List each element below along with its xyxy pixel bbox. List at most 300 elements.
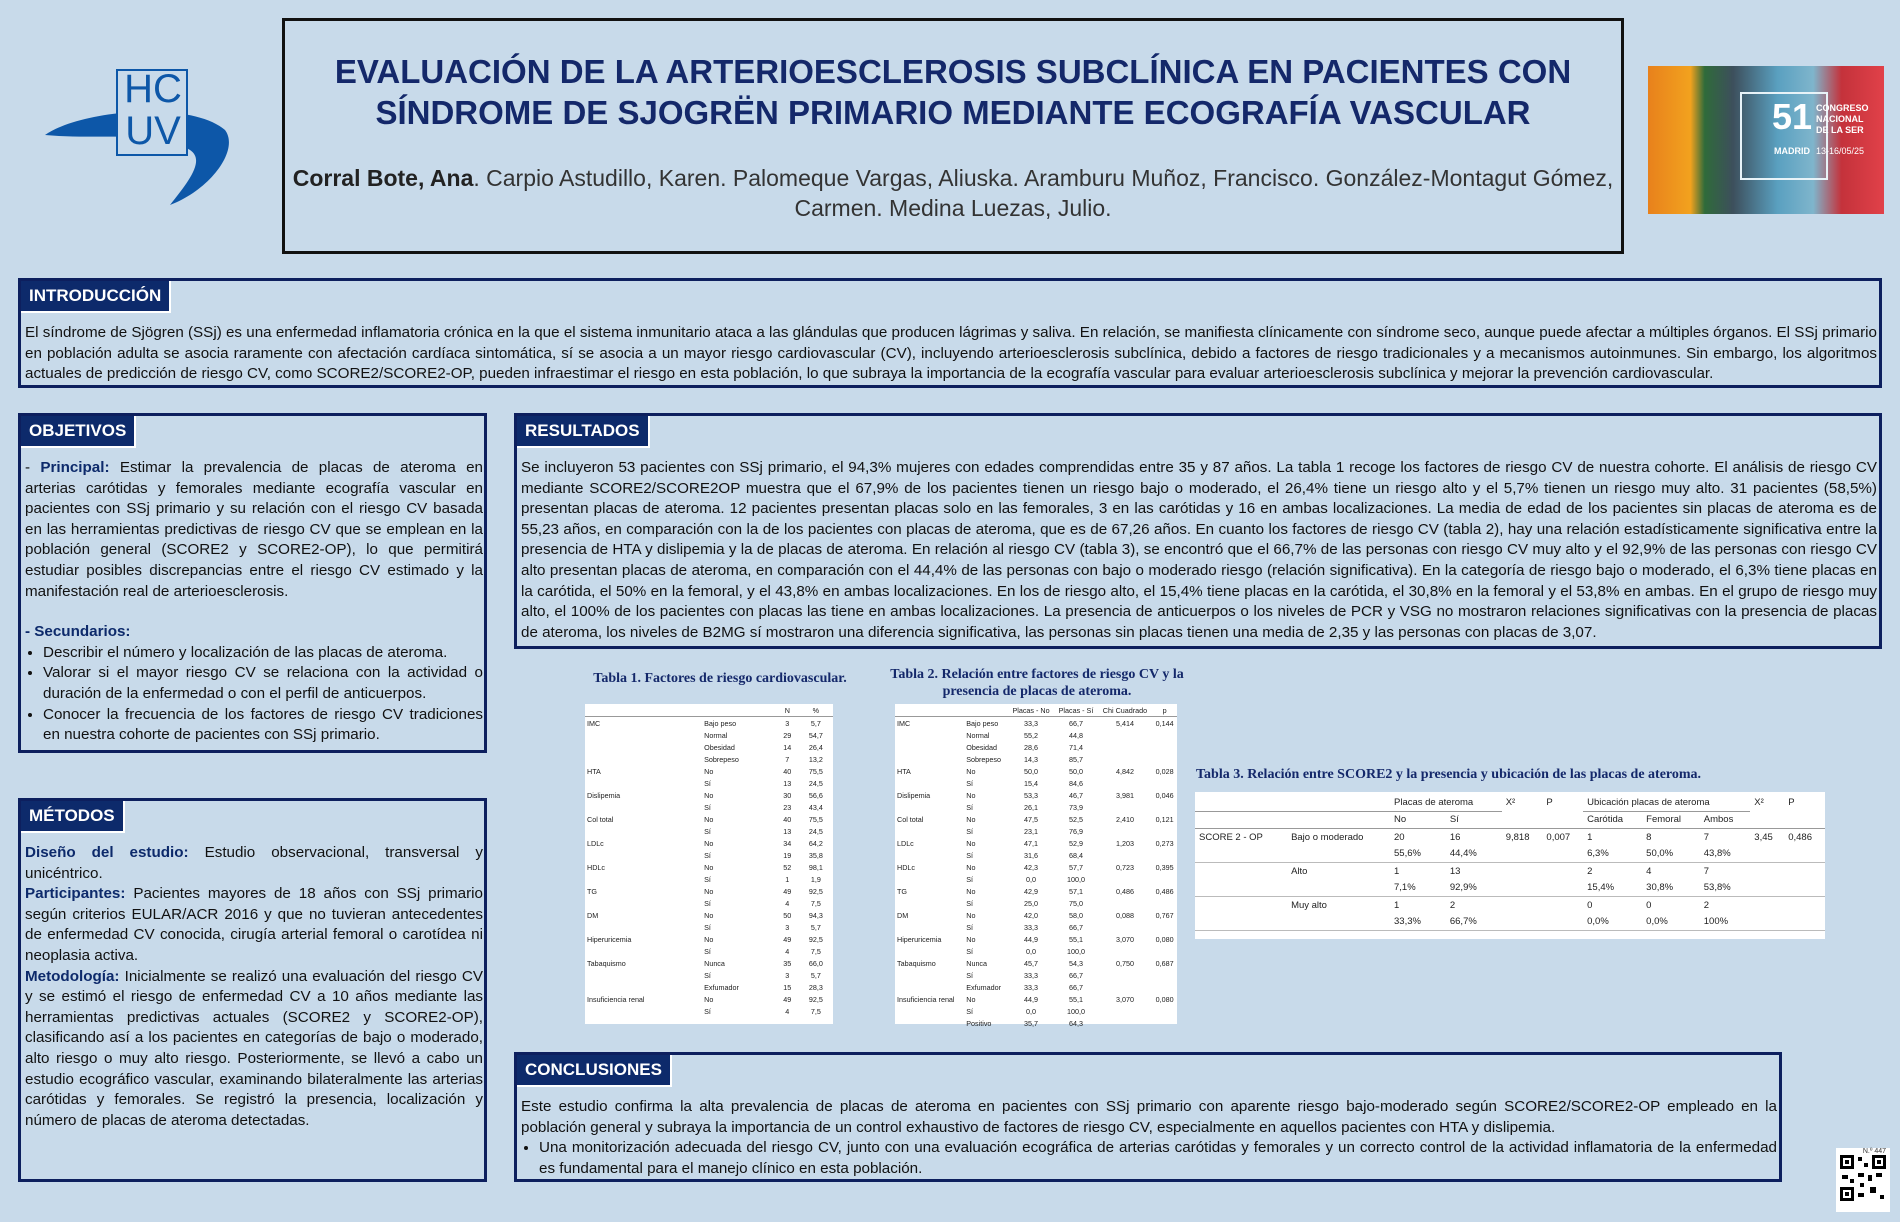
table-row <box>585 921 833 933</box>
table-header-cell: X² <box>1754 797 1764 808</box>
table-cell: 0,0 <box>1026 1006 1037 1016</box>
table-cell <box>585 849 702 861</box>
table-cell: Dislipemia <box>897 790 931 800</box>
table-cell <box>1502 846 1543 863</box>
table-cell <box>585 969 702 981</box>
diseno-text: Estudio observacional, transversal y unicéntrico. <box>25 844 483 882</box>
table-row <box>895 801 1177 813</box>
table-cell: Normal <box>704 730 728 740</box>
list-item: • Valorar si el mayor riesgo CV se relaciona con la actividad o duración de la enfermedad o con el perfil de anticuerpos. <box>43 663 483 704</box>
qr-box <box>1836 1148 1890 1212</box>
table-cell <box>1152 945 1177 957</box>
table-row <box>585 825 833 837</box>
table-cell: Sí <box>704 874 711 884</box>
table-cell <box>1098 981 1152 993</box>
table-cell: Sí <box>966 946 974 956</box>
table-row <box>585 765 833 777</box>
table-row <box>1195 829 1825 846</box>
table-cell: LDLc <box>587 838 604 848</box>
resultados-text: Se incluyeron 53 pacientes con SSj primario, el 94,3% mujeres con edades comprendidas entre 35 y 87 años. La tabla 1 recoge los factores de riesgo CV de nuestra cohorte. El análisis de riesgo CV mediante SCORE2/SCORE2OP muestra que el 67,9% de los pacientes tienen un riesgo bajo o moderado, el 26,4% tiene un riesgo alto y el 5,7% tienen un riesgo muy alto. 31 pacientes (58,5%) presentan placas de ateroma. 12 pacientes presentan placas solo en las femorales, 3 en las carótidas y 16 en ambas localizaciones. La media de edad de los pacientes sin placas de ateroma es de 55,23 años, en comparación con la de los pacientes con placas de ateroma, que es de 67,26 años. En cuanto los factores de riesgo CV (tabla 2), hay una relación estadísticamente significativa entre la presencia de HTA y dislipemia y la de placas de ateroma. En relación al riesgo CV (tabla 3), se encontró que el 66,7% de las personas con riesgo CV muy alto y el 92,9% de las personas con riesgo CV alto presentan placas de ateroma, en comparación con el 44,4% de las personas con bajo o moderado riesgo (relación significativa). En la categoría de riesgo bajo o moderado, el 6,3% tiene placas en la carótida, el 50% en la femoral, y el 43,8% en ambas localizaciones. En los de riesgo alto, el 15,4% tiene placas en la carótida, el 30,8% en la femoral y el 53,8% en ambas. En el grupo de riesgo muy alto, el 100% de los pacientes con placas las tiene en ambas localizaciones. La presencia de anticuerpos o los niveles de PCR y VSG no mostraron relaciones significativas con la presencia de placas de ateroma, los niveles de B2MG sí mostraron una diferencia significativa, las personas sin placas tienen una media de 2,35 y las personas con placas de 3,07. <box>521 459 1877 641</box>
table-cell <box>1542 897 1583 914</box>
table-cell: 0,750 <box>1115 958 1134 968</box>
table-cell <box>585 777 702 789</box>
table-cell: 40 <box>783 814 792 824</box>
table-cell: 0,144 <box>1155 718 1174 728</box>
table-cell: 13,2 <box>808 754 823 764</box>
table-row <box>585 717 833 730</box>
table-cell: 64,2 <box>808 838 823 848</box>
table-cell: Bajo peso <box>704 718 737 728</box>
table-cell <box>1502 914 1543 931</box>
metodos-heading: MÉTODOS <box>21 801 125 833</box>
table-header-cell: P <box>1788 797 1795 808</box>
table-cell: 75,0 <box>1068 898 1083 908</box>
table-cell: 3,070 <box>1115 994 1134 1004</box>
table-cell: No <box>704 790 714 800</box>
table-cell: 100% <box>1700 914 1751 931</box>
congress-line3: DE LA SER <box>1816 125 1864 135</box>
table-row <box>895 717 1177 730</box>
table-cell: 3,981 <box>1115 790 1134 800</box>
table-row <box>895 969 1177 981</box>
table-row <box>585 945 833 957</box>
table-cell <box>1152 849 1177 861</box>
table-header-cell <box>1287 811 1390 829</box>
congress-banner <box>1648 66 1884 214</box>
principal-text: Estimar la prevalencia de placas de ateroma en arterias carótidas y femorales mediante ecografía vascular en pacientes con SSj primario y su relación con el riesgo CV basada en las herramientas predictivas de riesgo CV que se emplean en la población general (SCORE2 y SCORE2-OP), lo que permitirá estudiar posibles discrepancias entre el riesgo CV estimado y la manifestación real de arterioesclerosis. <box>25 459 483 600</box>
table-row <box>585 1005 833 1017</box>
table-cell <box>585 981 702 993</box>
table-cell: 100,0 <box>1066 1006 1085 1016</box>
table-cell <box>895 729 964 741</box>
participantes-label: Participantes: <box>25 885 126 903</box>
table-cell <box>1152 777 1177 789</box>
table-cell <box>1098 741 1152 753</box>
table-cell: Sí <box>704 1006 711 1016</box>
table-cell: 28,3 <box>808 982 823 992</box>
table-cell: 30,8% <box>1642 880 1700 897</box>
table-cell: IMC <box>587 718 601 728</box>
table-cell: LDLc <box>897 838 914 848</box>
logo-text-top: HC <box>124 67 182 111</box>
table-cell: 14,3 <box>1024 754 1039 764</box>
table-cell: No <box>966 886 976 896</box>
table-cell: 45,7 <box>1024 958 1039 968</box>
table-cell: Sí <box>704 898 711 908</box>
table-row <box>585 801 833 813</box>
table-row <box>585 789 833 801</box>
table-cell: SCORE 2 - OP <box>1199 831 1263 843</box>
table-header-cell: p <box>1152 704 1177 717</box>
table-cell <box>585 1005 702 1017</box>
table-cell: 4 <box>1646 865 1652 877</box>
table-cell: 6,3% <box>1583 846 1642 863</box>
table-cell: 5,414 <box>1115 718 1134 728</box>
table-cell: Sí <box>704 802 711 812</box>
table-cell: Hiperuricemia <box>897 934 942 944</box>
logo-text-bottom: UV <box>125 109 181 153</box>
table-cell <box>1542 846 1583 863</box>
table-cell: 5,7 <box>810 970 821 980</box>
table-cell <box>1152 729 1177 741</box>
table-header-cell: P <box>1546 797 1553 808</box>
table-cell: 1,9 <box>810 874 821 884</box>
table-cell <box>585 873 702 885</box>
table-cell <box>1152 873 1177 885</box>
table-cell: 92,9% <box>1446 880 1502 897</box>
table-cell: 0,046 <box>1155 790 1174 800</box>
table-cell: 0,767 <box>1155 910 1174 920</box>
table-cell <box>1542 880 1583 897</box>
table-cell: 47,5 <box>1024 814 1039 824</box>
table-row <box>585 981 833 993</box>
table-cell: 66,7 <box>1068 718 1083 728</box>
table-row <box>895 945 1177 957</box>
table-cell: 33,3 <box>1024 970 1039 980</box>
table-cell: 33,3 <box>1024 982 1039 992</box>
table-cell: Sí <box>966 874 974 884</box>
table-cell: 13 <box>783 826 792 836</box>
table-cell <box>1098 897 1152 909</box>
table-cell: 7 <box>785 754 790 764</box>
table-cell: 66,7% <box>1446 914 1502 931</box>
table-row <box>585 909 833 921</box>
table-cell: 64,3 <box>1068 1018 1083 1028</box>
table-cell: 0,486 <box>1788 831 1812 843</box>
list-item: • Conocer la frecuencia de los factores de riesgo CV tradiciones en nuestra cohorte de pacientes con SSj primario. <box>43 705 483 746</box>
table-cell: 7 <box>1703 865 1710 877</box>
table-cell: 4 <box>785 1006 790 1016</box>
authors-rest: . Carpio Astudillo, Karen. Palomeque Vargas, Aliuska. Aramburu Muñoz, Francisco. González-Montagut Gómez, Carmen. Medina Luezas, Julio. <box>473 165 1614 221</box>
table-cell: Col total <box>587 814 614 824</box>
table-cell: Sí <box>704 946 711 956</box>
table-row <box>895 837 1177 849</box>
table-cell: 23,1 <box>1024 826 1039 836</box>
table-cell <box>1152 741 1177 753</box>
principal-label: Principal: <box>40 459 110 476</box>
table-cell <box>1750 863 1784 880</box>
table-cell: 2 <box>1587 865 1593 877</box>
table-cell: No <box>704 934 714 944</box>
table-cell <box>1098 873 1152 885</box>
table-cell: 73,9 <box>1068 802 1083 812</box>
table-cell: 4,842 <box>1115 766 1134 776</box>
table-cell <box>585 801 702 813</box>
table-cell <box>1152 921 1177 933</box>
table-cell: 75,5 <box>808 814 823 824</box>
title-box <box>282 18 1624 254</box>
table-header-cell <box>964 704 1008 717</box>
tabla3 <box>1195 792 1825 939</box>
table-cell <box>1750 897 1784 914</box>
table-cell: Col total <box>897 814 924 824</box>
table-cell: 52,9 <box>1068 838 1083 848</box>
table-header-cell: Placas de ateroma <box>1390 794 1502 811</box>
table-cell: Sí <box>966 826 974 836</box>
table-row <box>585 969 833 981</box>
metodos-section <box>18 798 487 1182</box>
table-cell: 0 <box>1587 899 1593 911</box>
table-cell: 50,0 <box>1068 766 1083 776</box>
table-cell: 7,5 <box>810 1006 821 1016</box>
table-row <box>585 957 833 969</box>
table-cell: 33,3 <box>1024 922 1039 932</box>
table-header-cell <box>895 704 964 717</box>
table-cell: 31,6 <box>1024 850 1039 860</box>
table-cell: 19 <box>783 850 792 860</box>
table-row <box>585 777 833 789</box>
table-cell: 50,0% <box>1642 846 1700 863</box>
table-cell <box>1784 914 1825 931</box>
table-cell: 49 <box>783 934 792 944</box>
table-cell <box>1542 914 1583 931</box>
table-cell: 98,1 <box>808 862 823 872</box>
conclusiones-heading: CONCLUSIONES <box>517 1055 672 1087</box>
table-cell: 54,7 <box>808 730 823 740</box>
diseno-label: Diseño del estudio: <box>25 844 189 861</box>
table-cell: Nunca <box>966 958 988 968</box>
table-cell: 3 <box>785 970 790 980</box>
table-cell: 57,1 <box>1068 886 1083 896</box>
table-cell: Sí <box>966 970 974 980</box>
tabla3-title: Tabla 3. Relación entre SCORE2 y la presencia y ubicación de las placas de ateroma. <box>1196 767 1702 782</box>
table-header-cell: Placas - Sí <box>1054 704 1098 717</box>
table-cell: 0,0 <box>1026 946 1037 956</box>
table-cell: Sí <box>704 922 711 932</box>
table-header-cell: Sí <box>1446 811 1502 829</box>
table-cell: 2 <box>1449 899 1456 911</box>
table-cell: 42,3 <box>1024 862 1039 872</box>
table-cell: 55,1 <box>1068 934 1083 944</box>
table-cell <box>1152 825 1177 837</box>
table-cell <box>1784 897 1825 914</box>
table-cell <box>1098 1005 1152 1017</box>
table-header-cell: Chi Cuadrado <box>1098 704 1152 717</box>
table-cell: 55,1 <box>1068 994 1083 1004</box>
table-cell <box>1098 825 1152 837</box>
table-cell: 33,3% <box>1390 914 1446 931</box>
table-row <box>1195 914 1825 931</box>
table-cell: 0,0% <box>1583 914 1642 931</box>
table-cell: Sí <box>704 778 711 788</box>
table-cell <box>1152 1017 1177 1029</box>
table-cell: 0,486 <box>1155 886 1174 896</box>
table-cell: Sí <box>966 850 974 860</box>
table-cell: 9,818 <box>1505 831 1530 843</box>
table-cell: 47,1 <box>1024 838 1039 848</box>
table-cell: 0,395 <box>1155 862 1174 872</box>
table-cell: 2,410 <box>1115 814 1134 824</box>
table-header-cell <box>1195 811 1287 829</box>
table-cell <box>1287 846 1390 863</box>
table-cell: 0,273 <box>1155 838 1174 848</box>
table-cell <box>895 969 964 981</box>
intro-text: El síndrome de Sjögren (SSj) es una enfermedad inflamatoria crónica en la que el sistema inmunitario ataca a las glándulas que producen lágrimas y saliva. En relación, se manifiesta clínicamente con síndrome seco, aunque puede afectar a múltiples órganos. El SSj primario en población adulta se asocia raramente con afectación cardíaca sintomática, sí se asocia a un mayor riesgo cardiovascular (CV), incluyendo arterioesclerosis subclínica, debido a factores de riesgo tradicionales y a mecanismos autoinmunes. Sin embargo, los algoritmos actuales de predicción de riesgo CV, como SCORE2/SCORE2-OP, pueden infraestimar el riesgo en esta población, lo que subraya la importancia de la ecografía vascular para evaluar arterioesclerosis subclínica y mejorar la prevención cardiovascular. <box>25 324 1877 383</box>
poster-title: EVALUACIÓN DE LA ARTERIOESCLEROSIS SUBCLÍNICA EN PACIENTES CON SÍNDROME DE SJOGRËN PRIMARIO MEDIANTE ECOGRAFÍA VASCULAR <box>334 53 1572 131</box>
table-cell: 0 <box>1646 899 1652 911</box>
table-cell: No <box>966 994 976 1004</box>
conclusiones-text: Este estudio confirma la alta prevalencia de placas de ateroma en pacientes con SSj primario con aparente riesgo bajo-moderado según SCORE2/SCORE2-OP empleado en la población general y subraya la importancia de un control exhaustivo de factores de riesgo CV, especialmente en aquellos pacientes con HTA y dislipemia. <box>521 1098 1777 1136</box>
table-cell: IMC <box>897 718 911 728</box>
table-cell <box>1287 914 1390 931</box>
table-cell: Sí <box>966 802 974 812</box>
table-row <box>1195 880 1825 897</box>
table-cell <box>895 801 964 813</box>
table-cell <box>585 729 702 741</box>
table-cell <box>585 897 702 909</box>
table-cell <box>895 741 964 753</box>
table-cell: 92,5 <box>808 886 823 896</box>
table-cell: 44,4% <box>1446 846 1502 863</box>
table-cell: 66,7 <box>1068 970 1083 980</box>
author-main: Corral Bote, Ana <box>292 165 474 191</box>
table-cell: No <box>704 814 714 824</box>
conclusiones-section <box>514 1052 1782 1182</box>
table-cell: TG <box>587 886 597 896</box>
table-cell: 2 <box>1703 899 1710 911</box>
table-cell: 25,0 <box>1024 898 1039 908</box>
table-cell: No <box>966 790 976 800</box>
table-cell: Bajo peso <box>966 718 999 728</box>
table-header-cell <box>1502 811 1543 829</box>
table-cell: 15,4 <box>1024 778 1039 788</box>
table-header-cell <box>1750 811 1784 829</box>
table-cell <box>1750 846 1784 863</box>
table-cell <box>585 825 702 837</box>
table-cell: 53,8% <box>1700 880 1751 897</box>
conclusiones-body <box>521 1097 1777 1179</box>
table-cell <box>1195 846 1287 863</box>
table-cell: 0,723 <box>1115 862 1134 872</box>
table-cell: 35,8 <box>808 850 823 860</box>
table-row <box>895 897 1177 909</box>
table-cell: Exfumador <box>704 982 739 992</box>
table-cell: 75,5 <box>808 766 823 776</box>
table-cell <box>1542 863 1583 880</box>
table-cell <box>1750 880 1784 897</box>
table-row <box>895 777 1177 789</box>
table-cell: 0,007 <box>1546 831 1571 843</box>
table-cell: Bajo o moderado <box>1291 831 1364 843</box>
table-cell <box>1784 863 1825 880</box>
table-cell: 44,9 <box>1024 934 1039 944</box>
table-cell: No <box>704 838 714 848</box>
table-cell: No <box>704 886 714 896</box>
table-row <box>585 861 833 873</box>
table-cell: 44,9 <box>1024 994 1039 1004</box>
table-cell: 66,0 <box>808 958 823 968</box>
poster-number: N.º 447 <box>1862 1148 1886 1155</box>
table-cell: 71,4 <box>1068 742 1083 752</box>
table-cell <box>895 897 964 909</box>
table-cell: 13 <box>1449 865 1461 877</box>
table-cell: 40 <box>783 766 792 776</box>
table-cell: 7,1% <box>1390 880 1446 897</box>
table-row <box>895 921 1177 933</box>
table-row <box>895 957 1177 969</box>
table-cell: 4 <box>785 898 790 908</box>
table-row <box>585 933 833 945</box>
table-cell: 1 <box>785 874 790 884</box>
table-cell: 92,5 <box>808 934 823 944</box>
table-cell <box>1195 914 1287 931</box>
table-cell: DM <box>897 910 909 920</box>
table-cell: 84,6 <box>1068 778 1083 788</box>
table-cell: No <box>704 994 714 1004</box>
table-cell <box>1098 801 1152 813</box>
table-cell: 85,7 <box>1068 754 1083 764</box>
table-cell: Sí <box>704 826 711 836</box>
table-row <box>895 861 1177 873</box>
table-header-cell: Ubicación placas de ateroma <box>1583 794 1750 811</box>
congress-number: 51 <box>1772 96 1813 137</box>
table-cell: Sobrepeso <box>704 754 739 764</box>
table-cell: 3,070 <box>1115 934 1134 944</box>
table-cell: 1 <box>1587 831 1593 843</box>
table-cell: 14 <box>783 742 792 752</box>
objetivos-heading: OBJETIVOS <box>21 416 136 448</box>
table-row <box>895 1005 1177 1017</box>
table-cell: 0,088 <box>1115 910 1134 920</box>
table-cell: 16 <box>1449 831 1461 843</box>
table-cell: DM <box>587 910 599 920</box>
table-cell: Alto <box>1291 865 1308 877</box>
table-row <box>585 849 833 861</box>
table-cell: Positivo <box>966 1018 992 1028</box>
table-cell: 3 <box>785 718 790 728</box>
table-header-cell: Femoral <box>1642 811 1700 829</box>
table-header-cell: Placas - No <box>1008 704 1054 717</box>
table-header-cell <box>1195 794 1287 811</box>
table-cell <box>1152 801 1177 813</box>
table-header-cell: Carótida <box>1583 811 1642 829</box>
participantes-text: Pacientes mayores de 18 años con SSj primario según criterios EULAR/ACR 2016 y que no tuvieran antecedentes de enfermedad CV conocida, cirugía arterial femoral o carotídea ni neoplasia activa. <box>25 885 483 964</box>
table-header-cell <box>702 704 776 717</box>
table-cell: 44,8 <box>1068 730 1083 740</box>
table-row <box>585 837 833 849</box>
table-cell: 0,080 <box>1155 994 1174 1004</box>
table-cell: 7,5 <box>810 898 821 908</box>
table-cell: 15,4% <box>1583 880 1642 897</box>
table-cell: 1 <box>1394 899 1400 911</box>
table-cell: No <box>704 910 714 920</box>
table-row <box>895 933 1177 945</box>
table-cell: No <box>704 862 714 872</box>
table-cell <box>1152 969 1177 981</box>
table-row <box>1195 897 1825 914</box>
table-cell: 24,5 <box>808 778 823 788</box>
table-cell <box>1152 753 1177 765</box>
table-cell: Muy alto <box>1291 899 1327 911</box>
table-cell: 1 <box>1394 865 1400 877</box>
table-row <box>895 885 1177 897</box>
table-cell: Hiperuricemia <box>587 934 632 944</box>
table-row <box>895 765 1177 777</box>
table-cell: 53,3 <box>1024 790 1039 800</box>
table-header-cell: X² <box>1505 797 1516 808</box>
table-cell: 43,4 <box>808 802 823 812</box>
table-cell: Obesidad <box>704 742 735 752</box>
table-cell: 49 <box>783 886 792 896</box>
table-cell: No <box>966 814 976 824</box>
table-cell <box>895 753 964 765</box>
table-row <box>895 1017 1177 1029</box>
table-cell: 29 <box>783 730 792 740</box>
table-cell <box>895 945 964 957</box>
table-cell <box>895 1005 964 1017</box>
tabla2-title: Tabla 2. Relación entre factores de riesgo CV y la presencia de placas de ateroma. <box>890 667 1184 699</box>
table-row <box>895 753 1177 765</box>
